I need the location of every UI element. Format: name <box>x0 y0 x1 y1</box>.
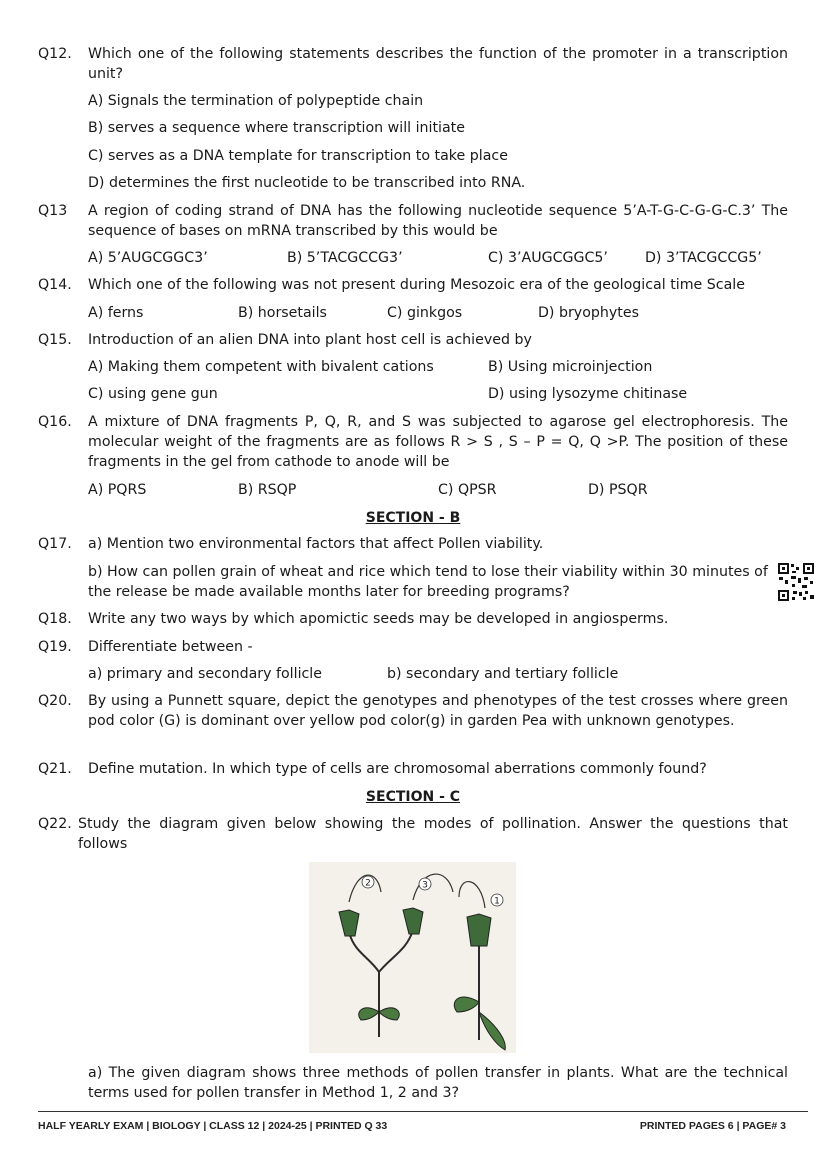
diagram-label: 1 <box>494 896 500 907</box>
option-a: A) 5’AUGCGGC3’ <box>88 250 208 266</box>
question-number: Q18. <box>38 611 72 627</box>
question-18 <box>38 609 788 629</box>
question-20 <box>38 691 788 731</box>
option-d: D) PSQR <box>588 482 648 498</box>
question-text: Which one of the following was not present during Mesozoic era of the geological time Scale <box>88 277 745 293</box>
option-a: A) PQRS <box>88 482 147 498</box>
question-number: Q20. <box>38 693 72 709</box>
question-text: Define mutation. In which type of cells are chromosomal aberrations commonly found? <box>88 761 707 777</box>
question-text: Write any two ways by which apomictic seeds may be developed in angiosperms. <box>88 611 669 627</box>
option-a: A) Signals the termination of polypeptide chain <box>88 93 424 109</box>
option-a: A) ferns <box>88 305 144 321</box>
option-b: b) secondary and tertiary follicle <box>387 666 619 682</box>
question-text: Differentiate between - <box>88 639 253 655</box>
option-b: B) 5’TACGCCG3’ <box>287 250 403 266</box>
question-21 <box>38 759 788 779</box>
option-b: B) RSQP <box>238 482 297 498</box>
option-c: C) ginkgos <box>387 305 463 321</box>
option-c: C) using gene gun <box>88 386 218 402</box>
option-d: D) determines the first nucleotide to be transcribed into RNA. <box>88 175 526 191</box>
diagram-label: 3 <box>422 880 428 891</box>
question-14 <box>38 275 788 295</box>
question-number: Q15. <box>38 332 72 348</box>
question-part-a: a) Mention two environmental factors that affect Pollen viability. <box>88 536 544 552</box>
question-number: Q21. <box>38 761 72 777</box>
question-number: Q13 <box>38 203 68 219</box>
question-text: Study the diagram given below showing the modes of pollination. Answer the questions that follows <box>78 816 788 852</box>
qr-code-icon[interactable] <box>777 562 815 602</box>
option-d: D) 3’TACGCCG5’ <box>645 250 762 266</box>
question-text: A mixture of DNA fragments P, Q, R, and S was subjected to agarose gel electrophoresis. The molecular weight of the fragments are as follows R > S , S – P = Q, Q >P. The position of these fragments in the gel from cathode to anode will be <box>88 414 788 470</box>
option-c: C) QPSR <box>438 482 497 498</box>
option-d: D) bryophytes <box>538 305 639 321</box>
option-c: C) serves as a DNA template for transcription to take place <box>88 148 508 164</box>
question-text: By using a Punnett square, depict the genotypes and phenotypes of the test crosses where green pod color (G) is dominant over yellow pod color(g) in garden Pea with unknown genotypes. <box>88 693 788 729</box>
question-text: Introduction of an alien DNA into plant host cell is achieved by <box>88 332 532 348</box>
option-b: B) Using microinjection <box>488 359 653 375</box>
question-part-a: a) The given diagram shows three methods of pollen transfer in plants. What are the technical terms used for pollen transfer in Method 1, 2 and 3? <box>88 1065 788 1101</box>
question-12 <box>38 44 788 84</box>
question-number: Q19. <box>38 639 72 655</box>
question-17 <box>38 534 788 554</box>
question-15 <box>38 330 788 350</box>
pollination-diagram <box>309 862 516 1053</box>
question-number: Q22. <box>38 816 72 832</box>
option-a: a) primary and secondary follicle <box>88 666 322 682</box>
option-b: B) serves a sequence where transcription will initiate <box>88 120 465 136</box>
question-number: Q17. <box>38 536 72 552</box>
option-a: A) Making them competent with bivalent cations <box>88 359 434 375</box>
diagram-label: 2 <box>365 878 371 889</box>
question-number: Q12. <box>38 46 72 62</box>
footer-left: HALF YEARLY EXAM | BIOLOGY | CLASS 12 | 2024-25 | PRINTED Q 33 <box>38 1120 388 1132</box>
footer-divider <box>38 1111 808 1112</box>
question-part-b: b) How can pollen grain of wheat and rice which tend to lose their viability within 30 minutes of the release be made available months later for breeding programs? <box>88 564 768 600</box>
question-number: Q14. <box>38 277 72 293</box>
section-c-heading: SECTION - C <box>365 789 461 805</box>
question-text: A region of coding strand of DNA has the following nucleotide sequence 5’A-T-G-C-G-G-C.3’ The sequence of bases on mRNA transcribed by this would be <box>88 203 788 239</box>
question-16 <box>38 412 788 472</box>
section-b-heading: SECTION - B <box>365 510 461 526</box>
question-number: Q16. <box>38 414 72 430</box>
option-b: B) horsetails <box>238 305 327 321</box>
question-19 <box>38 637 788 657</box>
question-22 <box>38 814 788 854</box>
question-13 <box>38 201 788 241</box>
footer-right: PRINTED PAGES 6 | PAGE# 3 <box>639 1120 786 1132</box>
option-c: C) 3’AUGCGGC5’ <box>488 250 608 266</box>
option-d: D) using lysozyme chitinase <box>488 386 688 402</box>
question-text: Which one of the following statements describes the function of the promoter in a transcription unit? <box>88 46 788 82</box>
